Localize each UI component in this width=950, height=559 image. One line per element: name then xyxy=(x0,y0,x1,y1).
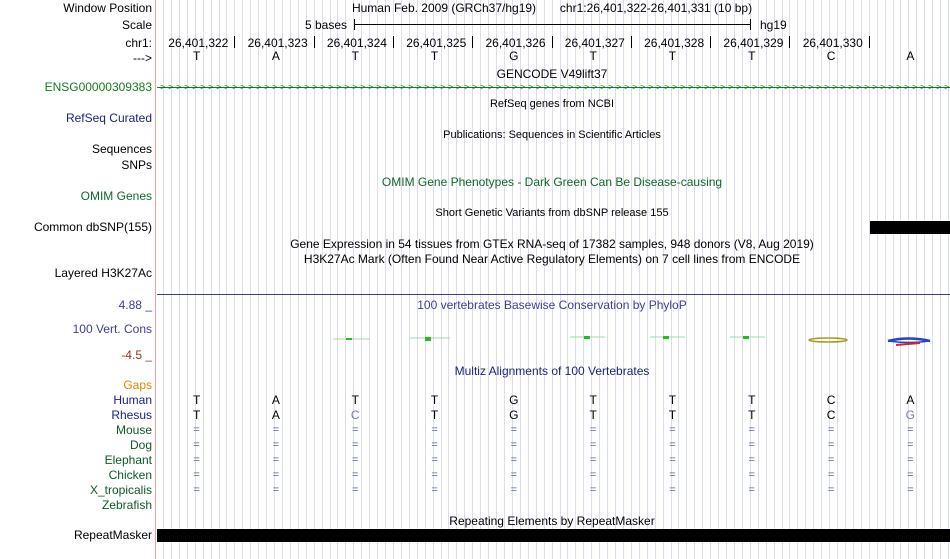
strand-arrow: > xyxy=(616,82,622,92)
multiz-track-title: Multiz Alignments of 100 Vertebrates xyxy=(454,364,650,378)
h3k27ac-track-title: H3K27Ac Mark (Often Found Near Active Regulatory Elements) on 7 cell lines from ENCODE xyxy=(303,252,801,266)
strand-arrow: > xyxy=(760,82,766,92)
strand-arrow: > xyxy=(520,82,526,92)
strand-arrow: > xyxy=(352,82,358,92)
strand-arrow: > xyxy=(440,82,446,92)
alignment-base: = xyxy=(272,439,280,451)
position-text: chr1:26,401,322-26,401,331 (10 bp) xyxy=(559,1,753,15)
scale-text: 5 bases xyxy=(305,18,348,32)
alignment-base: A xyxy=(271,393,280,407)
alignment-base: = xyxy=(827,454,835,466)
alignment-base: C xyxy=(350,408,360,422)
strand-label: ---> xyxy=(133,51,152,65)
species-label[interactable]: Rhesus xyxy=(111,408,152,422)
repeatmasker-track-title: Repeating Elements by RepeatMasker xyxy=(449,514,655,528)
alignment-base: A xyxy=(271,408,280,422)
alignment-base: = xyxy=(907,484,914,496)
alignment-base: = xyxy=(193,454,200,466)
ruler-position: 26,401,324 xyxy=(326,36,387,50)
repeatmasker-track-label[interactable]: RepeatMasker xyxy=(73,528,152,542)
data-area-left-border xyxy=(155,0,156,559)
strand-arrow: > xyxy=(376,82,382,92)
chr-label: chr1: xyxy=(125,36,152,50)
strand-arrow: > xyxy=(312,82,318,92)
alignment-base: T xyxy=(430,393,439,407)
strand-arrow: > xyxy=(736,82,742,92)
alignment-base: C xyxy=(826,408,836,422)
strand-arrow: > xyxy=(728,82,734,92)
base-letter: T xyxy=(668,49,677,63)
alignment-base: = xyxy=(352,469,359,481)
alignment-base: = xyxy=(272,469,280,481)
gaps-track-label[interactable]: Gaps xyxy=(123,378,152,392)
alignment-base: = xyxy=(827,439,835,451)
cons-bar-8 xyxy=(730,336,765,339)
species-label[interactable]: Zebrafish xyxy=(101,498,152,512)
strand-arrow: > xyxy=(792,82,798,92)
alignment-base: = xyxy=(272,454,280,466)
alignment-base: T xyxy=(192,408,201,422)
strand-arrow: > xyxy=(480,82,486,92)
strand-arrow: > xyxy=(840,82,846,92)
alignment-base: = xyxy=(827,424,835,436)
cons-bar-6 xyxy=(570,336,605,339)
strand-arrow: > xyxy=(240,82,246,92)
strand-arrow: > xyxy=(928,82,934,92)
strand-arrow: > xyxy=(656,82,662,92)
base-letter: G xyxy=(509,49,519,63)
strand-arrow: > xyxy=(384,82,390,92)
cons-bar-3 xyxy=(333,338,370,340)
species-label[interactable]: X_tropicalis xyxy=(89,483,152,497)
alignment-base: T xyxy=(351,393,359,407)
strand-arrow: > xyxy=(168,82,174,92)
alignment-base: T xyxy=(748,408,756,422)
strand-arrow: > xyxy=(712,82,718,92)
alignment-base: = xyxy=(748,424,755,436)
alignment-base: = xyxy=(431,484,438,496)
alignment-base: = xyxy=(907,469,914,481)
strand-arrow: > xyxy=(600,82,606,92)
alignment-base: = xyxy=(193,439,200,451)
alignment-base: = xyxy=(669,439,676,451)
alignment-base: C xyxy=(826,393,836,407)
strand-arrow: > xyxy=(776,82,782,92)
alignment-base: = xyxy=(272,484,280,496)
alignment-base: = xyxy=(352,484,359,496)
alignment-base: = xyxy=(589,454,597,466)
repeatmasker-element-block[interactable] xyxy=(157,529,950,542)
cons-bar-9 xyxy=(809,338,847,342)
strand-arrow: > xyxy=(768,82,774,92)
alignment-base: = xyxy=(907,454,914,466)
alignment-base: = xyxy=(272,424,280,436)
strand-arrow: > xyxy=(336,82,342,92)
alignment-base: G xyxy=(509,393,519,407)
strand-arrow: > xyxy=(504,82,510,92)
strand-arrow: > xyxy=(824,82,830,92)
assembly-title: Human Feb. 2009 (GRCh37/hg19) xyxy=(351,1,537,15)
alignment-base: = xyxy=(669,484,676,496)
strand-arrow: > xyxy=(176,82,182,92)
ensg-track-label[interactable]: ENSG00000309383 xyxy=(44,80,152,94)
scale-label: Scale xyxy=(121,18,152,32)
strand-arrow: > xyxy=(208,82,214,92)
strand-arrow: > xyxy=(864,82,870,92)
base-letter: C xyxy=(826,49,836,63)
strand-arrow: > xyxy=(744,82,750,92)
cons-bar-4 xyxy=(410,337,450,341)
refseq-track-label[interactable]: RefSeq Curated xyxy=(65,111,152,125)
alignment-base: = xyxy=(748,484,755,496)
strand-arrow: > xyxy=(552,82,558,92)
strand-arrow: > xyxy=(272,82,278,92)
alignment-base: T xyxy=(589,393,597,407)
ruler-position: 26,401,327 xyxy=(564,36,625,50)
strand-arrow: > xyxy=(696,82,702,92)
strand-arrow: > xyxy=(472,82,478,92)
strand-arrow: > xyxy=(584,82,590,92)
strand-arrow: > xyxy=(640,82,646,92)
alignment-base: = xyxy=(748,469,755,481)
alignment-base: = xyxy=(669,424,676,436)
strand-arrow: > xyxy=(784,82,790,92)
ruler-position: 26,401,329 xyxy=(723,36,784,50)
strand-arrow: > xyxy=(160,82,166,92)
ruler-position: 26,401,330 xyxy=(802,36,863,50)
species-label[interactable]: Chicken xyxy=(108,468,152,482)
alignment-base: A xyxy=(906,393,915,407)
alignment-base: T xyxy=(192,393,201,407)
strand-arrow: > xyxy=(488,82,494,92)
alignment-base: = xyxy=(907,424,914,436)
strand-arrow: > xyxy=(752,82,758,92)
alignment-base: G xyxy=(509,408,519,422)
strand-arrow: > xyxy=(624,82,630,92)
strand-arrow: > xyxy=(392,82,398,92)
strand-arrow: > xyxy=(800,82,806,92)
cons-min-label: -4.5 _ xyxy=(121,348,152,362)
alignment-base: = xyxy=(352,439,359,451)
strand-arrow: > xyxy=(568,82,574,92)
alignment-base: = xyxy=(589,469,597,481)
ruler-position: 26,401,322 xyxy=(168,36,229,50)
strand-arrow: > xyxy=(720,82,726,92)
refseq-track-title: RefSeq genes from NCBI xyxy=(489,98,615,110)
cons-track-label[interactable]: 100 Vert. Cons xyxy=(72,322,152,336)
strand-arrow: > xyxy=(576,82,582,92)
alignment-base: = xyxy=(669,469,676,481)
alignment-base: = xyxy=(589,439,597,451)
alignment-base: = xyxy=(827,469,835,481)
strand-arrow: > xyxy=(856,82,862,92)
strand-arrow: > xyxy=(936,82,942,92)
strand-arrow: > xyxy=(672,82,678,92)
strand-arrow: > xyxy=(432,82,438,92)
alignment-base: = xyxy=(748,439,755,451)
base-letter: A xyxy=(271,49,280,63)
strand-arrow: > xyxy=(288,82,294,92)
strand-arrow: > xyxy=(248,82,254,92)
strand-arrow: > xyxy=(912,82,918,92)
base-letter: T xyxy=(748,49,756,63)
strand-arrow: > xyxy=(408,82,414,92)
alignment-base: = xyxy=(510,439,518,451)
alignment-base: = xyxy=(669,454,676,466)
strand-arrow: > xyxy=(296,82,302,92)
base-letter: A xyxy=(906,49,915,63)
alignment-base: = xyxy=(510,424,518,436)
alignment-base: = xyxy=(431,469,438,481)
strand-arrow: > xyxy=(832,82,838,92)
strand-arrow: > xyxy=(456,82,462,92)
dbsnp-track-title: Short Genetic Variants from dbSNP release 155 xyxy=(435,207,669,219)
alignment-base: = xyxy=(510,484,518,496)
alignment-base: = xyxy=(748,454,755,466)
strand-arrow: > xyxy=(280,82,286,92)
strand-arrow: > xyxy=(496,82,502,92)
strand-arrow: > xyxy=(888,82,894,92)
alignment-base: = xyxy=(352,424,359,436)
base-letter: T xyxy=(351,49,359,63)
strand-arrow: > xyxy=(664,82,670,92)
species-label[interactable]: Human xyxy=(113,393,152,407)
alignment-base: G xyxy=(905,408,916,422)
strand-arrow: > xyxy=(328,82,334,92)
alignment-base: = xyxy=(589,484,597,496)
strand-arrow: > xyxy=(608,82,614,92)
alignment-base: = xyxy=(431,454,438,466)
alignment-base: = xyxy=(193,484,200,496)
strand-arrow: > xyxy=(648,82,654,92)
alignment-base: = xyxy=(589,424,597,436)
base-letter: T xyxy=(430,49,439,63)
alignment-base: = xyxy=(193,469,200,481)
base-letter: T xyxy=(589,49,597,63)
strand-arrow: > xyxy=(344,82,350,92)
ruler-position: 26,401,326 xyxy=(485,36,546,50)
ruler-position: 26,401,323 xyxy=(247,36,308,50)
h3k27ac-track-label[interactable]: Layered H3K27Ac xyxy=(54,266,152,280)
strand-arrow: > xyxy=(200,82,206,92)
strand-arrow: > xyxy=(528,82,534,92)
strand-arrow: > xyxy=(560,82,566,92)
strand-arrow: > xyxy=(896,82,902,92)
strand-arrow: > xyxy=(536,82,542,92)
gtex-track-title: Gene Expression in 54 tissues from GTEx RNA-seq of 17382 samples, 948 donors (V8, Aug 2019) xyxy=(290,237,814,251)
strand-arrow: > xyxy=(232,82,238,92)
alignment-base: = xyxy=(510,454,518,466)
strand-arrow: > xyxy=(904,82,910,92)
strand-arrow: > xyxy=(632,82,638,92)
omim-track-label[interactable]: OMIM Genes xyxy=(80,189,152,203)
strand-arrow: > xyxy=(368,82,374,92)
strand-arrow: > xyxy=(704,82,710,92)
alignment-base: = xyxy=(510,469,518,481)
alignment-base: T xyxy=(668,408,677,422)
snps-track-label[interactable]: SNPs xyxy=(121,158,152,172)
strand-arrow: > xyxy=(416,82,422,92)
strand-arrow: > xyxy=(264,82,270,92)
strand-arrow: > xyxy=(872,82,878,92)
dbsnp-track-label[interactable]: Common dbSNP(155) xyxy=(33,220,152,234)
alignment-base: = xyxy=(431,424,438,436)
alignment-base: = xyxy=(431,439,438,451)
strand-arrow: > xyxy=(816,82,822,92)
strand-arrow: > xyxy=(592,82,598,92)
alignment-base: = xyxy=(352,454,359,466)
alignment-base: = xyxy=(827,484,835,496)
alignment-base: = xyxy=(907,439,914,451)
strand-arrow: > xyxy=(680,82,686,92)
alignment-base: T xyxy=(668,393,677,407)
strand-arrow: > xyxy=(848,82,854,92)
strand-arrow: > xyxy=(400,82,406,92)
strand-arrow: > xyxy=(920,82,926,92)
strand-arrow: > xyxy=(688,82,694,92)
strand-arrow: > xyxy=(512,82,518,92)
alignment-base: = xyxy=(193,424,200,436)
strand-arrow: > xyxy=(224,82,230,92)
alignment-base: T xyxy=(748,393,756,407)
cons-bar-10 xyxy=(888,339,930,346)
strand-arrow: > xyxy=(360,82,366,92)
strand-arrow: > xyxy=(424,82,430,92)
window-position-label: Window Position xyxy=(63,1,152,15)
phylop-track-title: 100 vertebrates Basewise Conservation by PhyloP xyxy=(417,298,687,312)
strand-arrow: > xyxy=(184,82,190,92)
strand-arrow: > xyxy=(320,82,326,92)
base-letter: T xyxy=(192,49,201,63)
strand-arrow: > xyxy=(544,82,550,92)
strand-arrow: > xyxy=(304,82,310,92)
cons-bar-7 xyxy=(650,336,685,339)
species-label[interactable]: Mouse xyxy=(115,423,152,437)
cons-max-label: 4.88 _ xyxy=(118,298,152,312)
gencode-track-title: GENCODE V49lift37 xyxy=(496,67,608,81)
strand-arrow: > xyxy=(944,82,950,92)
strand-arrow: > xyxy=(808,82,814,92)
publications-track-title: Publications: Sequences in Scientific Articles xyxy=(443,129,661,141)
strand-arrow: > xyxy=(464,82,470,92)
db-label: hg19 xyxy=(760,18,787,32)
strand-arrow: > xyxy=(880,82,886,92)
alignment-base: T xyxy=(589,408,597,422)
ruler-position: 26,401,328 xyxy=(644,36,705,50)
strand-arrow: > xyxy=(448,82,454,92)
species-label[interactable]: Elephant xyxy=(104,453,152,467)
alignment-base: T xyxy=(430,408,439,422)
species-label[interactable]: Dog xyxy=(129,438,152,452)
strand-arrow: > xyxy=(216,82,222,92)
sequences-track-label[interactable]: Sequences xyxy=(91,142,152,156)
omim-track-title: OMIM Gene Phenotypes - Dark Green Can Be Disease-causing xyxy=(381,175,723,189)
strand-arrow: > xyxy=(256,82,262,92)
ruler-position: 26,401,325 xyxy=(406,36,467,50)
strand-arrow: > xyxy=(192,82,198,92)
